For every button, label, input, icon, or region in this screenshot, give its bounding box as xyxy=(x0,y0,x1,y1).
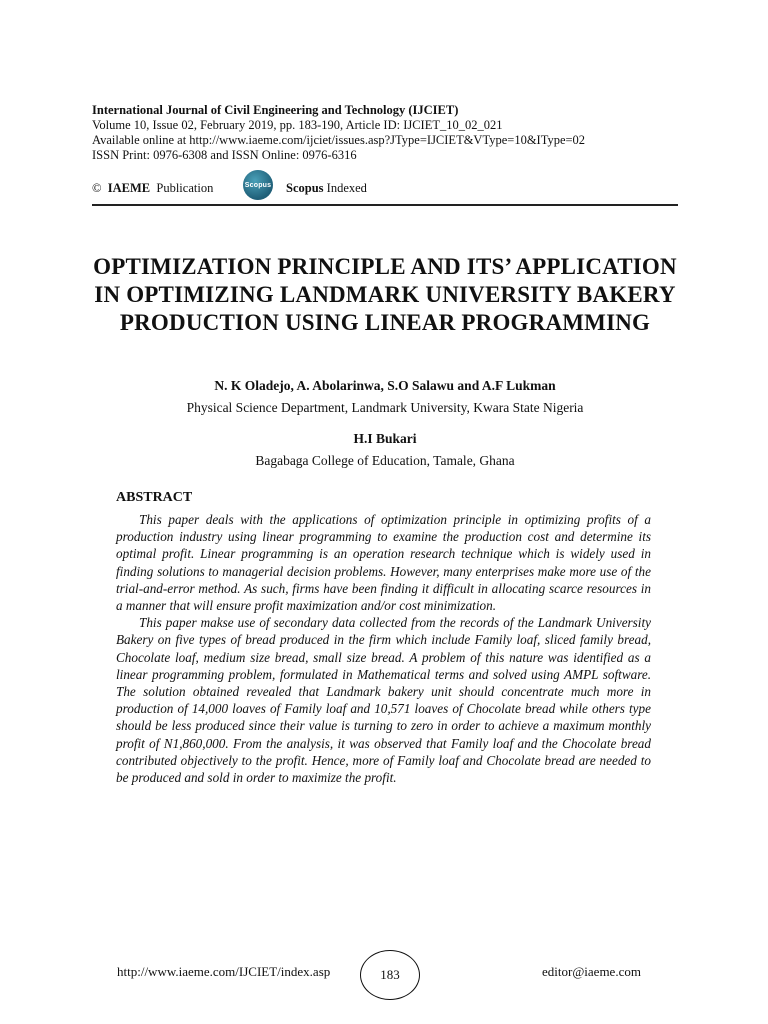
header-divider xyxy=(92,204,678,206)
indexed-line xyxy=(286,181,367,196)
publisher-name: IAEME xyxy=(107,181,151,195)
page-footer xyxy=(0,950,768,1000)
indexed-name: Scopus xyxy=(286,181,324,195)
scopus-logo-icon: Scopus xyxy=(243,170,273,200)
journal-name: International Journal of Civil Engineering and Technology (IJCIET) xyxy=(92,103,459,117)
abstract-paragraph-1: This paper deals with the applications of optimization principle in optimizing profits of a production industry using linear programming to examine the production cost and determine its optimal profit. Linear programming is an operation research technique which is widely used in finding solutions to managerial decision problems. However, many enterprises make more use of the trial-and-error method. As such, firms have been finding it difficult in allocating scarce resources in a manner that will ensure profit maximization and/or cost minimization. xyxy=(116,512,651,614)
footer-email-link[interactable]: editor@iaeme.com xyxy=(542,964,641,979)
abstract-paragraph-2: This paper makse use of secondary data collected from the records of the Landmark University Bakery on five types of bread produced in the firm which include Family loaf, sliced family bread, Chocolate loaf, medium size bread, small size bread. A problem of this nature was identified as a linear programming problem, formulated in Mathematical terms and solved using AMPL software. The solution obtained revealed that Landmark bakery unit should concentrate much more in production of 14,000 loaves of Family loaf and 10,571 loaves of Chocolate bread while others type should be less produced since their value is turning to zero in order to achieve a maximum monthly profit of N1,860,000. From the analysis, it was observed that Family loaf and the Chocolate bread contributed objectively to the profit. Hence, more of Family loaf and Chocolate bread are needed to be produced and sold in order to maximize the profit. xyxy=(116,615,651,786)
copyright-icon: © xyxy=(92,181,102,195)
author-list-1: N. K Oladejo, A. Abolarinwa, S.O Salawu and A.F Lukman xyxy=(214,378,556,393)
publication-row xyxy=(92,170,682,200)
volume-info: Volume 10, Issue 02, February 2019, pp. 183-190, Article ID: IJCIET_10_02_021 xyxy=(92,118,503,132)
affiliation-1: Physical Science Department, Landmark University, Kwara State Nigeria xyxy=(186,400,584,415)
publisher-line xyxy=(92,181,213,196)
journal-header xyxy=(92,103,682,163)
page-number: 183 xyxy=(360,950,420,1000)
available-online-link[interactable]: Available online at http://www.iaeme.com/ijciet/issues.asp?JType=IJCIET&VType=10&IType=02 xyxy=(92,133,586,147)
paper-title: OPTIMIZATION PRINCIPLE AND ITS’ APPLICATION IN OPTIMIZING LANDMARK UNIVERSITY BAKERY PRODUCTION USING LINEAR PROGRAMMING xyxy=(93,254,677,335)
abstract-heading: ABSTRACT xyxy=(116,490,193,505)
indexed-suffix: Indexed xyxy=(326,181,367,195)
issn-info: ISSN Print: 0976-6308 and ISSN Online: 0976-6316 xyxy=(92,148,357,162)
abstract-body xyxy=(116,511,651,786)
publisher-suffix: Publication xyxy=(156,181,214,195)
author-list-2: H.I Bukari xyxy=(353,431,417,446)
affiliation-2: Bagabaga College of Education, Tamale, Ghana xyxy=(255,453,515,468)
footer-url-link[interactable]: http://www.iaeme.com/IJCIET/index.asp xyxy=(117,964,331,979)
